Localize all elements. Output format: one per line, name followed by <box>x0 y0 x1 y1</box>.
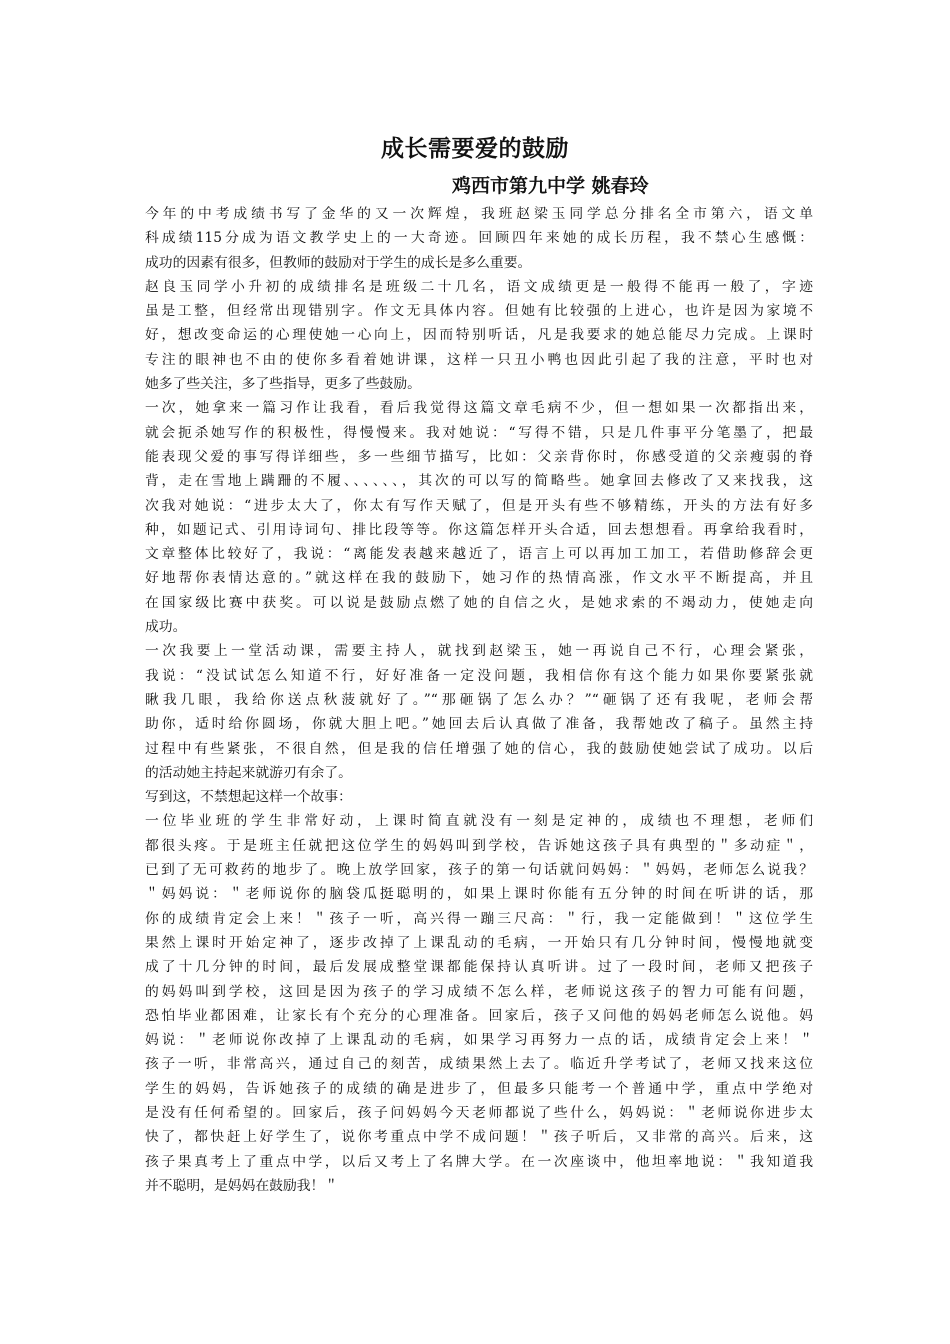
text-line: 一次我要上一堂活动课，需要主持人，就找到赵梁玉，她一再说自己不行，心理会紧张， <box>145 643 813 660</box>
text-line: 种，如题记式、引用诗词句、排比段等等。你这篇怎样开头合适，回去想想看。再拿给我看时， <box>145 521 813 538</box>
text-line: 一次，她拿来一篇习作让我看，看后我觉得这篇文章毛病不少，但一想如果一次都指出来， <box>145 400 813 417</box>
text-line: 科成绩115分成为语文教学史上的一大奇迹。回顾四年来她的成长历程，我不禁心生感慨： <box>145 230 813 247</box>
text-line: 我说：“没试试怎么知道不行，好好准备一定没问题，我相信你有这个能力如果你要紧张就 <box>145 667 813 684</box>
text-line: 就会扼杀她写作的积极性，得慢慢来。我对她说：“写得不错，只是几件事平分笔墨了，把最 <box>145 424 813 441</box>
text-line: 成功的因素有很多，但教师的鼓励对于学生的成长是多么重要。 <box>145 254 532 271</box>
text-line: 赵良玉同学小升初的成绩排名是班级二十几名，语文成绩更是一般得不能再一般了，字迹 <box>145 278 813 295</box>
text-line: 好地帮你表情达意的。”就这样在我的鼓励下，她习作的热情高涨，作文水平不断提高，并且 <box>145 570 813 587</box>
text-line: 妈说：＂老师说你改掉了上课乱动的毛病，如果学习再努力一点的话，成绩肯定会上来！＂ <box>145 1032 813 1049</box>
text-line: 一位毕业班的学生非常好动，上课时简直就没有一刻是定神的，成绩也不理想，老师们 <box>145 813 813 830</box>
text-line: 过程中有些紧张，不很自然，但是我的信任增强了她的信心，我的鼓励使她尝试了成功。以后 <box>145 740 813 757</box>
text-line: 是没有任何希望的。回家后，孩子问妈妈今天老师都说了些什么，妈妈说：＂老师说你进步太 <box>145 1104 813 1121</box>
text-line: 孩子一听，非常高兴，通过自己的刻苦，成绩果然上去了。临近升学考试了，老师又找来这位 <box>145 1056 813 1073</box>
text-line: 她多了些关注，多了些指导，更多了些鼓励。 <box>145 376 421 393</box>
text-line: 的活动她主持起来就游刃有余了。 <box>145 764 352 781</box>
text-line: 成功。 <box>145 619 187 636</box>
text-line: 助你，适时给你圆场，你就大胆上吧。”她回去后认真做了准备，我帮她改了稿子。虽然主持 <box>145 716 813 733</box>
text-line: 学生的妈妈，告诉她孩子的成绩的确是进步了，但最多只能考一个普通中学，重点中学绝对 <box>145 1080 813 1097</box>
text-line: 你的成绩肯定会上来！＂孩子一听，高兴得一蹦三尺高：＂行，我一定能做到！＂这位学生 <box>145 910 813 927</box>
text-line: 并不聪明，是妈妈在鼓励我！＂ <box>145 1177 339 1194</box>
text-line: 好，想改变命运的心理使她一心向上，因而特别听话，凡是我要求的她总能尽力完成。上课时 <box>145 327 813 344</box>
text-line: 成了十几分钟的时间，最后发展成整堂课都能保持认真听讲。过了一段时间，老师又把孩子 <box>145 959 813 976</box>
document-title: 成长需要爱的鼓励 <box>381 136 569 162</box>
text-line: 今年的中考成绩书写了金华的又一次辉煌，我班赵梁玉同学总分排名全市第六，语文单 <box>145 206 813 222</box>
text-line: ＂妈妈说：＂老师说你的脑袋瓜挺聪明的，如果上课时你能有五分钟的时间在听讲的话，那 <box>145 886 813 903</box>
text-line: 背，走在雪地上蹒跚的不履、、、、、、，其次的可以写的简略些。她拿回去修改了又来找我，这 <box>145 473 813 490</box>
text-line: 虽是工整，但经常出现错别字。作文无具体内容。但她有比较强的上进心，也许是因为家境不 <box>145 303 813 320</box>
author-byline: 鸡西市第九中学 姚春玲 <box>452 175 649 197</box>
text-line: 能表现父爱的事写得详细些，多一些细节描写，比如：父亲背你时，你感受道的父亲瘦弱的脊 <box>145 448 813 465</box>
text-line: 写到这，不禁想起这样一个故事： <box>145 789 352 806</box>
text-line: 次我对她说：“进步太大了，你太有写作天赋了，但是开头有些不够精练，开头的方法有好多 <box>145 497 813 514</box>
document-body <box>145 202 813 1198</box>
text-line: 瞅我几眼，我给你送点秋菠就好了。”“那砸锅了怎么办？”“砸锅了还有我呢，老师会帮 <box>145 691 813 708</box>
text-line: 孩子果真考上了重点中学，以后又考上了名牌大学。在一次座谈中，他坦率地说：＂我知道我 <box>145 1153 813 1170</box>
text-line: 果然上课时开始定神了，逐步改掉了上课乱动的毛病，一开始只有几分钟时间，慢慢地就变 <box>145 934 813 951</box>
text-line: 恐怕毕业都困难，让家长有个充分的心理准备。回家后，孩子又问他的妈妈老师怎么说他。妈 <box>145 1007 813 1024</box>
text-line: 专注的眼神也不由的使你多看着她讲课，这样一只丑小鸭也因此引起了我的注意，平时也对 <box>145 351 813 368</box>
text-line: 在国家级比赛中获奖。可以说是鼓励点燃了她的自信之火，是她求索的不竭动力，使她走向 <box>145 594 813 611</box>
text-line: 快了，都快赶上好学生了，说你考重点中学不成问题！＂孩子听后，又非常的高兴。后来，这 <box>145 1129 813 1146</box>
text-line: 都很头疼。于是班主任就把这位学生的妈妈叫到学校，告诉她这孩子具有典型的＂多动症＂， <box>145 837 813 854</box>
text-line: 已到了无可救药的地步了。晚上放学回家，孩子的第一句话就问妈妈：＂妈妈，老师怎么说我？ <box>145 862 813 879</box>
text-line: 文章整体比较好了，我说：“离能发表越来越近了，语言上可以再加工加工，若借助修辞会更 <box>145 546 813 563</box>
text-line: 的妈妈叫到学校，这回是因为孩子的学习成绩不怎么样，老师说这孩子的智力可能有问题， <box>145 983 813 1000</box>
